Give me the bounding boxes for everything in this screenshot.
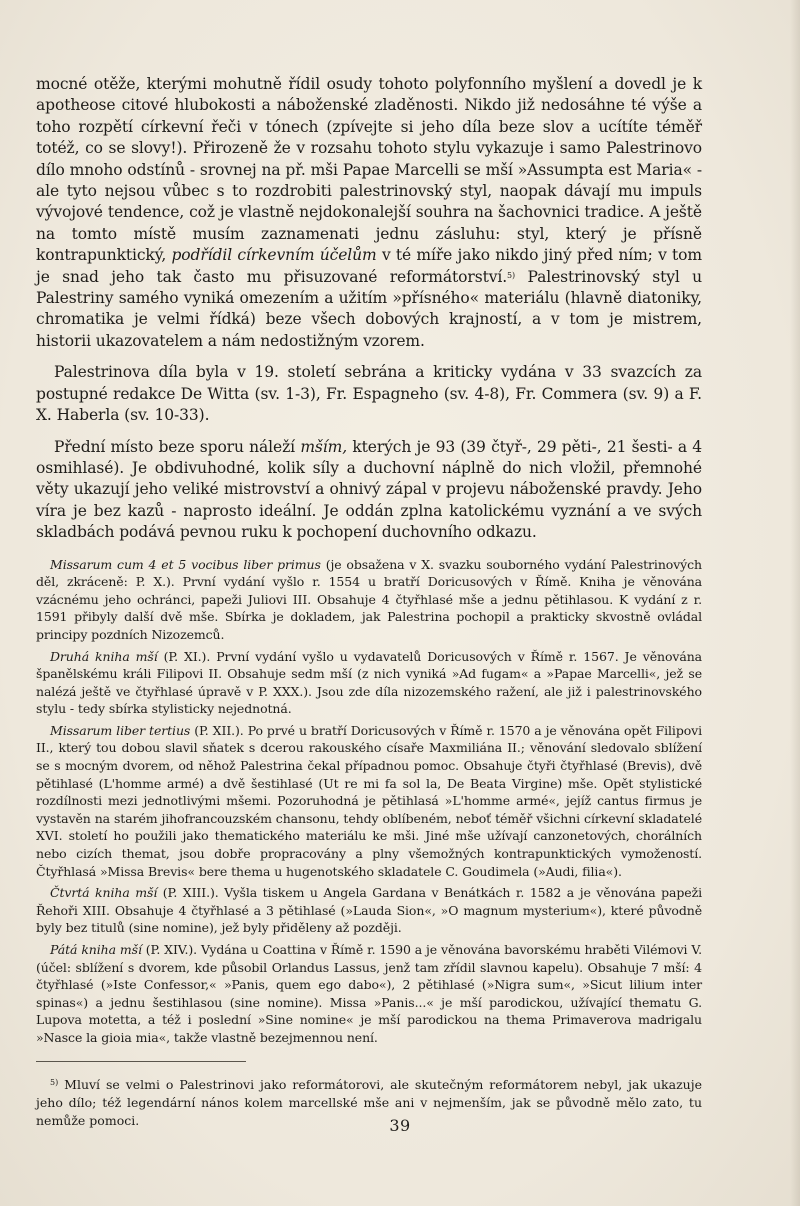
book-title: Pátá kniha mší bbox=[50, 942, 142, 957]
text-column bbox=[36, 74, 702, 1130]
footnote-marker: 5) bbox=[50, 1077, 59, 1087]
mass-book-notes bbox=[36, 556, 702, 1047]
paragraph-3: Přední místo beze sporu náleží mším, kterých je 93 (39 čtyř-, 29 pěti-, 21 šesti- a 4 osmihlasé). Je obdivuhodné, kolik síly a duchovní náplně do nich vložil, přemnohé věty ukazují jeho veliké mistrovství a ohnivý zápal v projevu náboženské pravdy. Jeho víra je bez kazů - naprosto ideální. Je oddán zplna katolickému vyznání a ve svých skladbách podává pevnou ruku k pochopení duchovního odkazu. bbox=[36, 437, 703, 542]
book-title: Missarum liber tertius bbox=[50, 722, 191, 738]
note-book-4: Čtvrtá kniha mší (P. XIII.). Vyšla tiskem u Angela Gardana v Benátkách r. 1582 a je věnována papeži Řehoři XIII. Obsahuje 4 čtyřhlasé a 3 pětihlasé (»Lauda Sion«, »O magnum mysterium«), které původně byly bez titulů (sine nomine), jež byly přiděleny až později. bbox=[36, 885, 702, 936]
page-edge-shadow bbox=[790, 0, 800, 1206]
book-title: Druhá kniha mší bbox=[50, 648, 158, 664]
emphasis: mším, bbox=[300, 437, 348, 456]
note-book-3: Missarum liber tertius (P. XII.). Po prvé u bratří Doricusových v Římě r. 1570 a je věnována opět Filipovi II., který tou dobou slavil sňatek s dcerou rakouského císaře Maxmiliána II.; věnování sledovalo sblížení se s mocným dvorem, od něhož Palestrina čekal případnou pomoc. Obsahuje čtyři čtyřhlasé (Brevis), dvě pětihlasé (L'homme armé) a dvě šestihlasé (Ut re mi fa sol la, De Beata Virgine) mše. Opět stylistické rozdílnosti mezi jednotlivými mšemi. Pozoruhodná je pětihlasá »L'homme armé«, jejíž cantus firmus je vystavěn na starém jihofrancouzském chansonu, tehdy oblíbeném, neboť téměř všichni církevní skladatelé XVI. století ho použili jako thematického materiálu ke mši. Jiné mše užívají canzonetových, chorálních nebo cizích themat, jsou dobře propracovány a plny všemožných kontrapunktických vymožeností. Čtyřhlasá »Missa Brevis« bere thema u hugenotského skladatele C. Goudimela (»Audi, filia«). bbox=[36, 722, 703, 879]
book-title: Čtvrtá kniha mší bbox=[50, 885, 158, 901]
footnote-divider bbox=[36, 1061, 246, 1062]
note-book-5: Pátá kniha mší (P. XIV.). Vydána u Coattina v Římě r. 1590 a je věnována bavorskému hraběti Vilémovi V. (účel: sblížení s dvorem, kde působil Orlandus Lassus, jenž tam zřídil slavnou kapelu). Obsahuje 7 mší: 4 čtyřhlasé (»Iste Confessor,« »Panis, quem ego dabo«), 2 pětihlasé (»Nigra sum«, »Sicut lilium inter spinas«) a jednu šestihlasou (sine nomine). Missa »Panis...« je mší parodickou, užívající thematu G. Lupova motetta, a též i poslední »Sine nomine« je mší parodickou na thema Primaverova madrigalu »Nasce la gioia mia«, takže vlastně bezejmennou není. bbox=[36, 942, 702, 1045]
note-book-2: Druhá kniha mší (P. XI.). První vydání vyšlo u vydavatelů Doricusových v Římě r. 1567. Je věnována španělskému králi Filipovi II. Obsahuje sedm mší (z nich vyniká »Ad fugam« a »Papae Marcelli«, jež se nalézá ještě ve čtyřhlasé úpravě v P. XXX.). Jsou zde díla nizozemského ražení, ale již i palestrinovského stylu - tedy sbírka stylisticky nejednotná. bbox=[36, 648, 703, 717]
page-number: 39 bbox=[389, 1116, 411, 1135]
paragraph-1: mocné otěže, kterými mohutně řídil osudy tohoto polyfonního myšlení a dovedl je k apotheose citové hlubokosti a náboženské zladěnosti. Nikdo již nedosáhne té výše a toho rozpětí církevní řeči v tónech (zpívejte si jeho díla beze slov a ucítíte téměř totéž, co se slovy!). Přirozeně že v rozsahu tohoto stylu vykazuje i samo Palestrinovo dílo mnoho odstínů - srovnej na př. mši Papae Marcelli se mší »Assumpta est Maria« - ale tyto nejsou vůbec s to rozdrobiti palestrinovský styl, naopak dávají mu impuls vývojové tendence, což je vlastně nejdokonalejší souhra na šachovnici tradice. A ještě na tomto místě musím zaznamenati jednu zásluhu: styl, který je přísně kontrapunktický, podřídil církevním účelům v té míře jako nikdo jiný před ním; v tom je snad jeho tak často mu přisuzované reformátorství.$^{5)}$ Palestrinovský styl u Palestriny samého vyniká omezením a užitím »přísného« materiálu (hlavně diatoniky, chromatika je velmi řídká) beze všech dobových krajností, a v tom je mistrem, historii ukazovatelem a nám nedostižným vzorem. bbox=[36, 75, 703, 350]
paragraph-2: Palestrinova díla byla v 19. století sebrána a kriticky vydána v 33 svazcích za postupné redakce De Witta (sv. 1-3), Fr. Espagneho (sv. 4-8), Fr. Commera (sv. 9) a F. X. Haberla (sv. 10-33). bbox=[36, 363, 702, 425]
footnote-reference: 5) bbox=[507, 270, 516, 280]
main-text bbox=[36, 74, 702, 544]
note-book-1: Missarum cum 4 et 5 vocibus liber primus (je obsažena v X. svazku souborného vydání Palestrinových děl, zkráceně: P. X.). První vydání vyšlo r. 1554 u bratří Doricusových v Římě. Kniha je věnována vzácnému jeho ochránci, papeži Juliovi III. Obsahuje 4 čtyřhlasé mše a jednu pětihlasou. K vydání z r. 1591 přibyly další dvě mše. Sbírka je dokladem, jak Palestrina pochopil a prakticky skvostně ovládal principy pozdních Nizozemců. bbox=[36, 556, 702, 642]
footnote: $^{5)}$ Mluví se velmi o Palestrinovi jako reformátorovi, ale skutečným reformátorem nebyl, jak ukazuje jeho dílo; též legendární nános kolem marcellské mše ani v nejmenším, jak se původně mělo zato, tu nemůže pomoci. bbox=[36, 1076, 702, 1128]
emphasis: podřídil církevním účelům bbox=[171, 246, 377, 265]
book-title: Missarum cum 4 et 5 vocibus liber primus bbox=[50, 556, 321, 572]
